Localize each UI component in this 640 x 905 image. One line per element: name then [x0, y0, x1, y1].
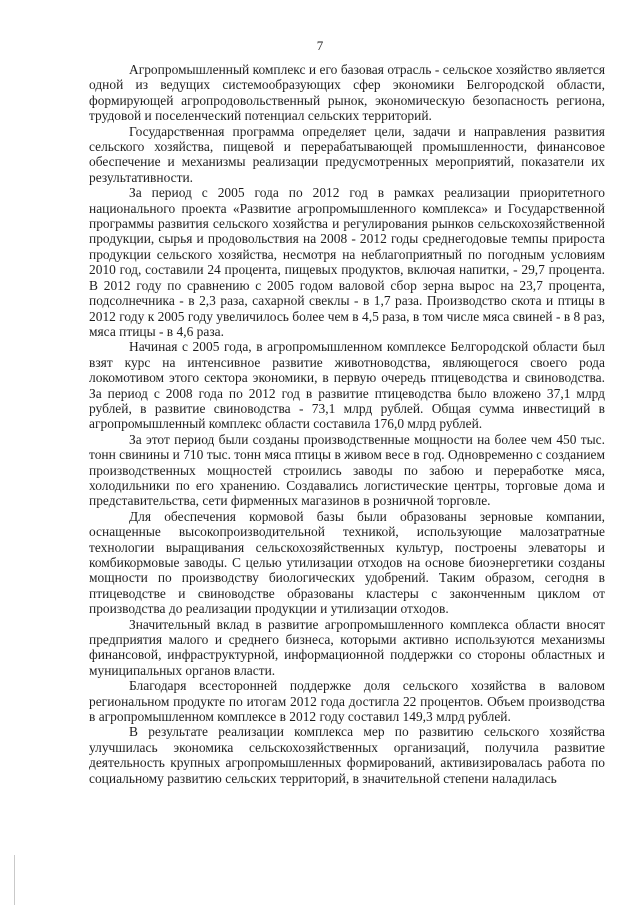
scan-edge-mark [0, 855, 15, 905]
paragraph: Государственная программа определяет цели, задачи и направления развития сельского хозяйства, пищевой и перерабатывающей промышленности, финансовое обеспечение и механизмы реализации предусмотренных мероприятий, показатели их результативности. [89, 123, 605, 185]
page-number: 7 [316, 38, 324, 53]
document-body [89, 62, 605, 786]
paragraph: Значительный вклад в развитие агропромышленного комплекса области вносят предприятия малого и среднего бизнеса, которыми активно используются механизмы финансовой, инфраструктурной, информационной поддержки со стороны областных и муниципальных органов власти. [89, 616, 605, 678]
paragraph: За этот период были созданы производственные мощности на более чем 450 тыс. тонн свинины и 710 тыс. тонн мяса птицы в живом весе в год. Одновременно с созданием производственных мощностей строились заводы по забою и переработке мяса, холодильники по его хранению. Создавались логистические центры, торговые дома и представительства, сети фирменных магазинов в розничной торговле. [89, 431, 605, 509]
paragraph: За период с 2005 года по 2012 год в рамках реализации приоритетного национального проекта «Развитие агропромышленного комплекса» и Государственной программы развития сельского хозяйства и регулирования рынков сельскохозяйственной продукции, сырья и продовольствия на 2008 - 2012 годы среднегодовые темпы прироста продукции сельского хозяйства, несмотря на неблагоприятный по погодным условиям 2010 год, составили 24 процента, пищевых продуктов, включая напитки, - 29,7 процента. В 2012 году по сравнению с 2005 годом валовой сбор зерна вырос на 23,7 процента, подсолнечника - в 2,3 раза, сахарной свеклы - в 1,7 раза. Производство скота и птицы в 2012 году к 2005 году увеличилось более чем в 4,5 раза, в том числе мяса свиней - в 8 раз, мяса птицы - в 4,6 раза. [89, 185, 605, 339]
paragraph: В результате реализации комплекса мер по развитию сельского хозяйства улучшилась экономика сельскохозяйственных организаций, получила развитие деятельность крупных агропромышленных формирований, активизировалась работа по социальному развитию сельских территорий, в значительной степени наладилась [89, 724, 605, 786]
paragraph: Начиная с 2005 года, в агропромышленном комплексе Белгородской области был взят курс на интенсивное развитие животноводства, являющегося своего рода локомотивом этого сектора экономики, в первую очередь птицеводства и свиноводства. За период с 2008 года по 2012 год в развитие птицеводства было вложено 37,1 млрд рублей, в развитие свиноводства - 73,1 млрд рублей. Общая сумма инвестиций в агропромышленный комплекс области составила 176,0 млрд рублей. [89, 339, 605, 432]
paragraph: Агропромышленный комплекс и его базовая отрасль - сельское хозяйство является одной из ведущих системообразующих сфер экономики Белгородской области, формирующей агропродовольственный рынок, экономическую безопасность региона, трудовой и поселенческий потенциал сельских территорий. [89, 62, 605, 124]
paragraph: Для обеспечения кормовой базы были образованы зерновые компании, оснащенные высокопроизводительной техникой, использующие малозатратные технологии выращивания сельскохозяйственных культур, построены элеваторы и комбикормовые заводы. С целью утилизации отходов на основе биоэнергетики созданы мощности по производству биологических удобрений. Таким образом, сегодня в птицеводстве и свиноводстве образованы кластеры с законченным циклом от производства до реализации продукции и утилизации отходов. [89, 508, 605, 617]
paragraph: Благодаря всесторонней поддержке доля сельского хозяйства в валовом региональном продукте по итогам 2012 года достигла 22 процентов. Объем производства в агропромышленном комплексе в 2012 году составил 149,3 млрд рублей. [89, 678, 605, 725]
